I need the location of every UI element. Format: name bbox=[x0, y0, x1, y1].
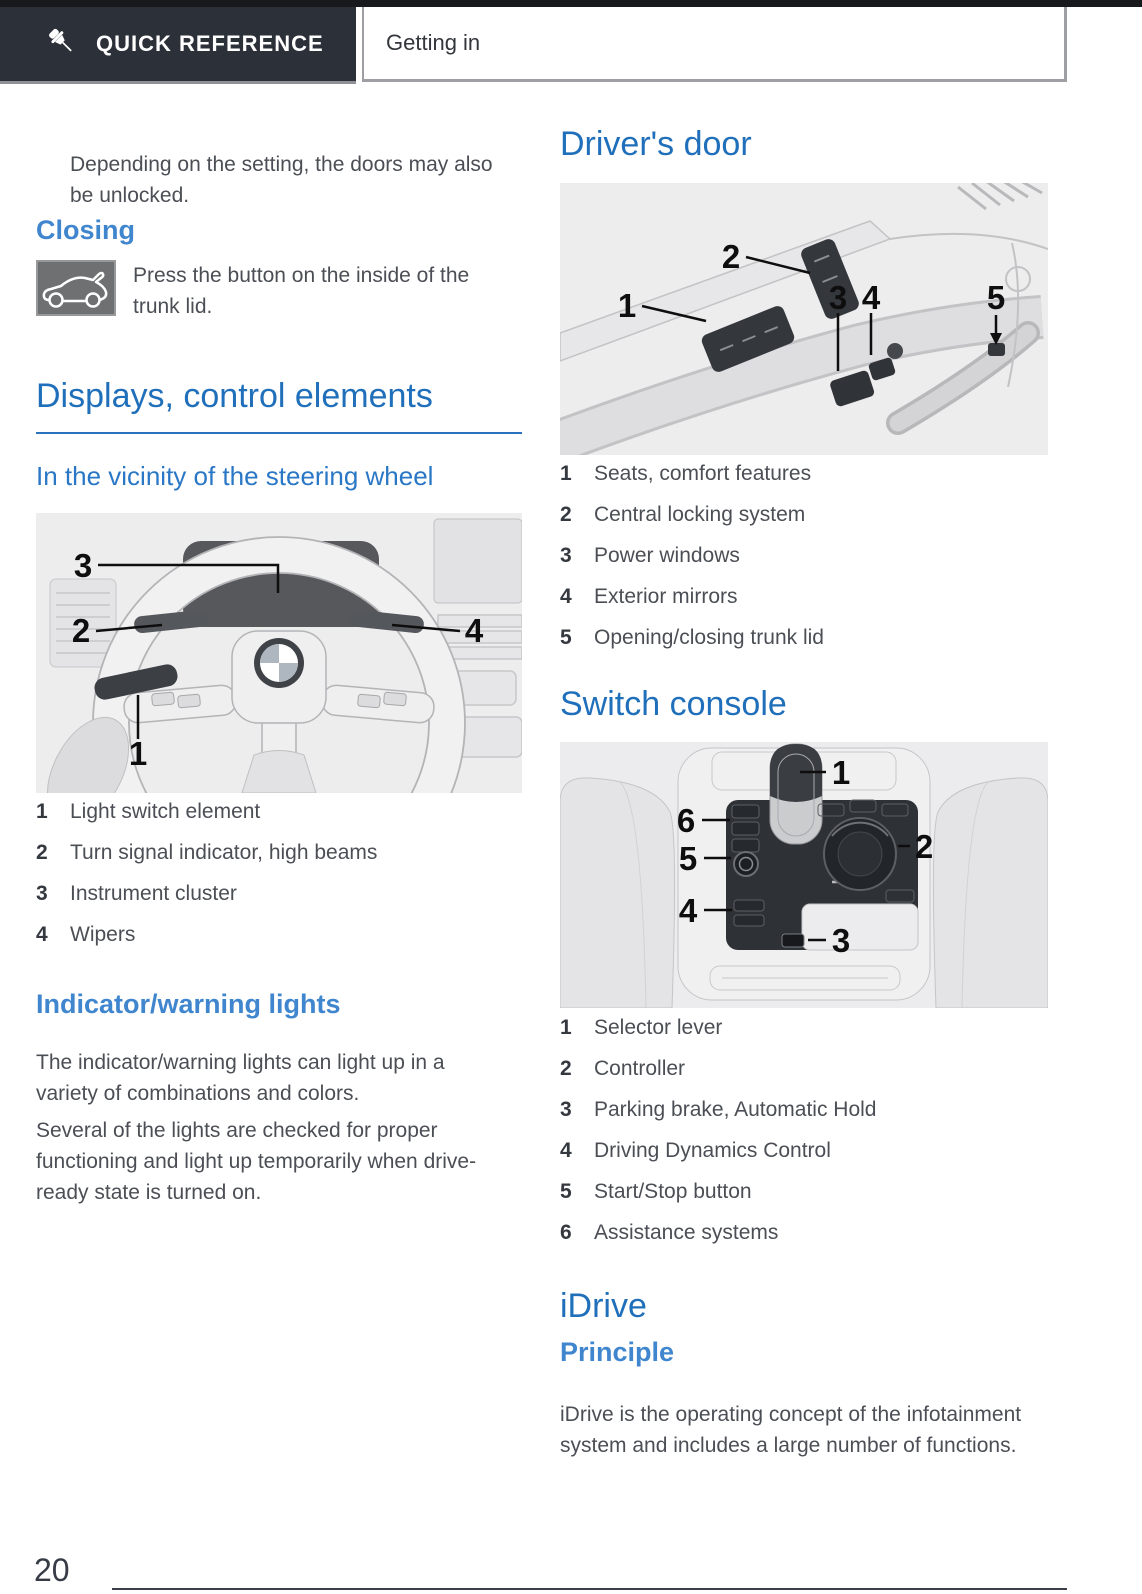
page-top-strip bbox=[0, 0, 1142, 7]
chapter-badge bbox=[0, 7, 356, 81]
idrive-heading: iDrive bbox=[560, 1287, 647, 1325]
section-tab-label: Getting in bbox=[386, 30, 481, 55]
legend-item: 1 Seats, comfort features bbox=[560, 462, 812, 485]
legend-item: 1 Selector lever bbox=[560, 1016, 723, 1039]
displays-section-heading: Displays, control elements bbox=[36, 376, 522, 434]
legend-item: 2 Central locking system bbox=[560, 503, 806, 526]
warning-lights-paragraph-1: The indicator/warning lights can light up in a variety of combinations and colors. bbox=[36, 1051, 445, 1105]
page-number: 20 bbox=[34, 1552, 70, 1588]
console-callout-1: 1 bbox=[831, 754, 851, 791]
drivers-door-legend bbox=[560, 462, 1048, 667]
door-callout-3: 3 bbox=[828, 279, 848, 316]
warning-lights-heading: Indicator/warning lights bbox=[36, 989, 341, 1019]
idrive-paragraph: iDrive is the operating concept of the infotainment system and includes a large number of functions. bbox=[560, 1403, 1022, 1457]
switch-console-legend bbox=[560, 1016, 1048, 1262]
drivers-door-heading: Driver's door bbox=[560, 125, 752, 163]
steering-legend bbox=[36, 800, 522, 964]
steering-callout-3: 3 bbox=[73, 547, 93, 584]
steering-callout-2: 2 bbox=[71, 612, 91, 649]
switch-console-heading: Switch console bbox=[560, 685, 787, 723]
console-callout-6: 6 bbox=[676, 802, 696, 839]
door-callout-4: 4 bbox=[861, 279, 881, 316]
principle-heading: Principle bbox=[560, 1337, 675, 1367]
legend-item: 5 Start/Stop button bbox=[560, 1180, 752, 1203]
console-callout-3: 3 bbox=[831, 922, 851, 959]
door-callout-2: 2 bbox=[721, 238, 741, 275]
legend-item: 2 Controller bbox=[560, 1057, 686, 1080]
closing-instruction bbox=[36, 260, 522, 322]
switch-console-illustration bbox=[560, 742, 1048, 1008]
legend-item: 3 Parking brake, Automatic Hold bbox=[560, 1098, 877, 1121]
console-callout-5: 5 bbox=[678, 840, 698, 877]
warning-lights-paragraph-2: Several of the lights are checked for proper functioning and light up temporarily when drive-ready state is turned on. bbox=[36, 1119, 477, 1204]
intro-paragraph: Depending on the setting, the doors may also be unlocked. bbox=[70, 153, 493, 207]
car-trunk-open-icon bbox=[36, 260, 116, 321]
chapter-badge-label: QUICK REFERENCE bbox=[96, 31, 324, 56]
door-callout-5: 5 bbox=[986, 279, 1006, 316]
legend-item: 2 Turn signal indicator, high beams bbox=[36, 841, 378, 864]
door-callout-1: 1 bbox=[617, 287, 637, 324]
steering-callout-1: 1 bbox=[128, 735, 148, 772]
drivers-door-illustration bbox=[560, 183, 1048, 455]
steering-callout-4: 4 bbox=[464, 612, 484, 649]
legend-item: 4 Driving Dynamics Control bbox=[560, 1139, 831, 1162]
closing-instruction-text: Press the button on the inside of the trunk lid. bbox=[133, 264, 470, 318]
console-callout-2: 2 bbox=[914, 828, 934, 865]
footer-rule bbox=[112, 1588, 1067, 1590]
closing-heading: Closing bbox=[36, 215, 135, 245]
legend-item: 3 Power windows bbox=[560, 544, 740, 567]
pushpin-icon bbox=[46, 26, 76, 63]
legend-item: 3 Instrument cluster bbox=[36, 882, 237, 905]
legend-item: 4 Exterior mirrors bbox=[560, 585, 738, 608]
legend-item: 1 Light switch element bbox=[36, 800, 261, 823]
chapter-badge-shadow bbox=[0, 81, 356, 84]
legend-item: 6 Assistance systems bbox=[560, 1221, 779, 1244]
console-callout-4: 4 bbox=[678, 892, 698, 929]
legend-item: 4 Wipers bbox=[36, 923, 136, 946]
legend-item: 5 Opening/closing trunk lid bbox=[560, 626, 824, 649]
steering-subheading: In the vicinity of the steering wheel bbox=[36, 461, 434, 491]
steering-wheel-illustration bbox=[36, 513, 522, 793]
section-tab bbox=[362, 7, 1067, 82]
